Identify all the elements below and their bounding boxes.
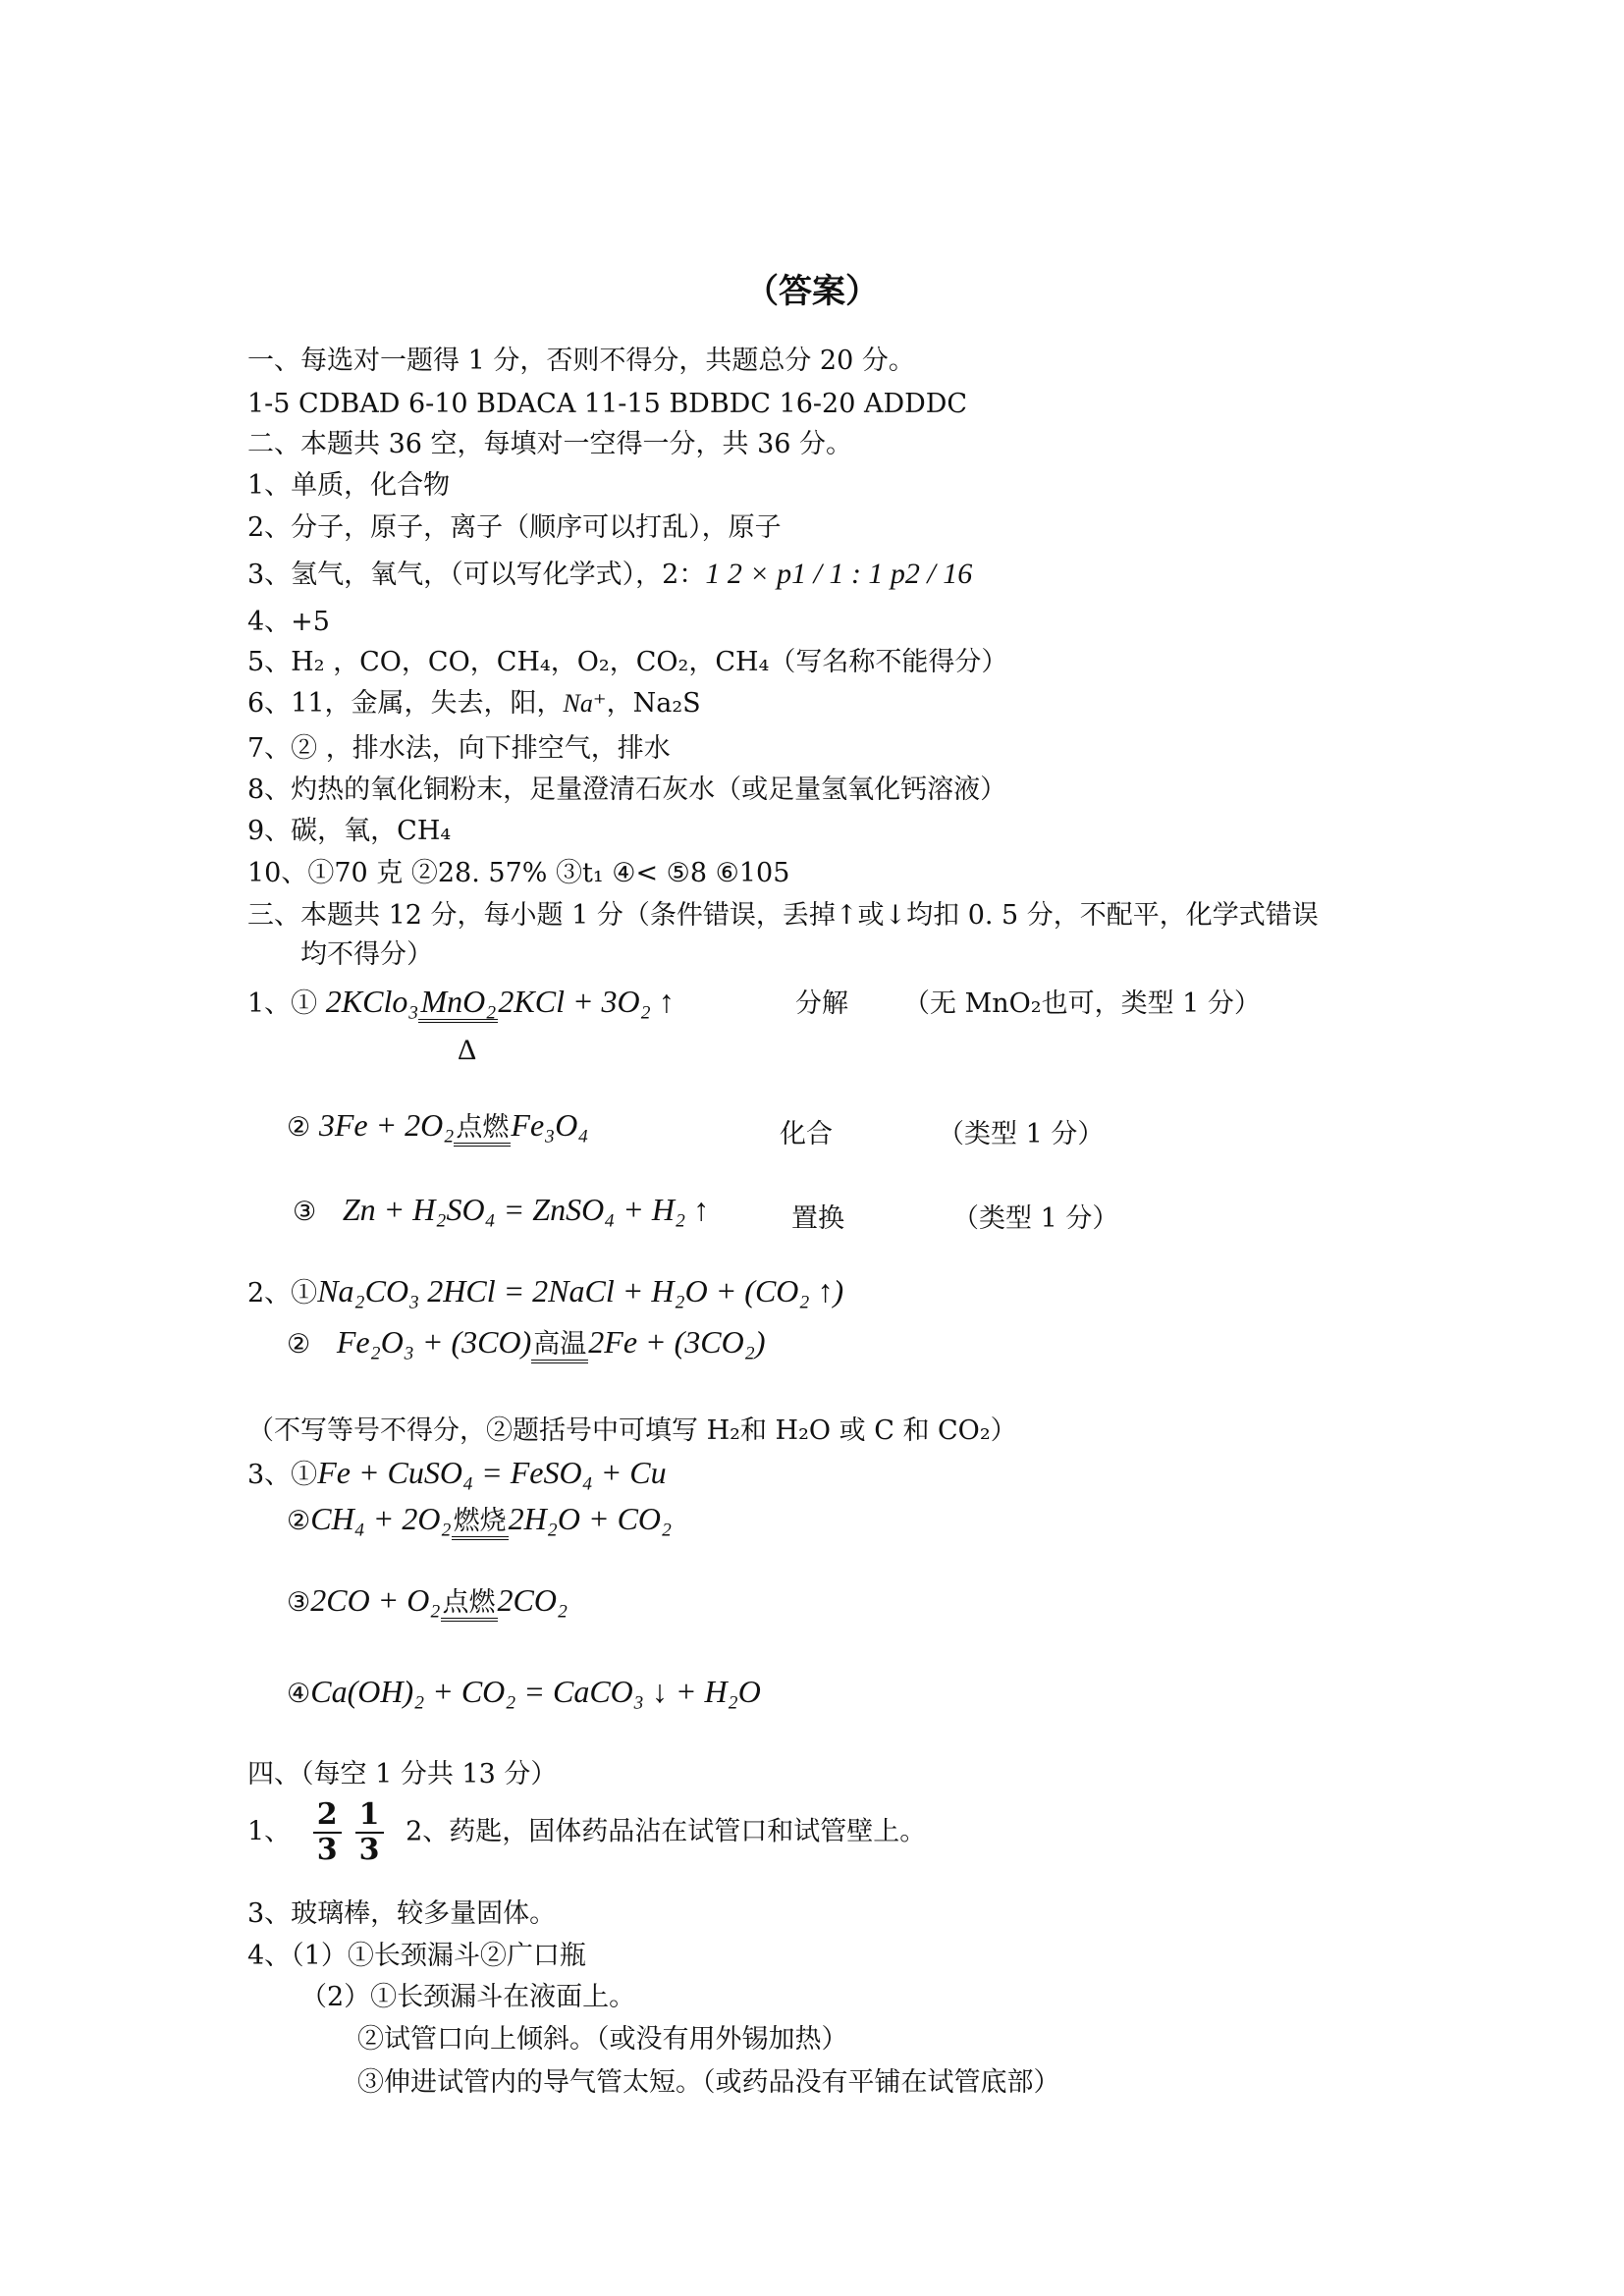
s3-q2-eq2 (287, 1322, 766, 1364)
s3-q3-eq1 (247, 1453, 667, 1495)
eq1-type: 分解 (795, 988, 848, 1019)
s3-q1-eq3 (293, 1190, 709, 1232)
eq7-number: ② (287, 1506, 311, 1536)
section-1-answers: 1-5 CDBAD 6-10 BDACA 11-15 BDBDC 16-20 ADDDC (247, 389, 968, 419)
s3-q1-eq2 (287, 1105, 589, 1148)
s2-answer-7: 7、② ，排水法，向下排空气，排水 (247, 733, 671, 764)
s3-q2-eq1 (247, 1271, 843, 1313)
eq1-reactants: 2KClo₃ (325, 984, 419, 1019)
s3-q3-eq4 (287, 1672, 761, 1714)
s2-answer-3 (247, 555, 972, 595)
s2-answer-6 (247, 684, 701, 723)
s3-q3-label: 3、① (247, 1460, 318, 1490)
fraction-1-numerator: 2 (313, 1798, 342, 1834)
s3-q1-eq1 (247, 982, 675, 1024)
eq8-number: ③ (287, 1587, 311, 1618)
page-title: （答案） (745, 272, 879, 311)
s2-answer-6-suffix: ，Na₂S (606, 688, 701, 719)
s4-answer-4-2: （2）①长颈漏斗在液面上。 (300, 1982, 636, 2012)
eq1-note: （无 MnO₂也可，类型 1 分） (903, 988, 1261, 1019)
eq9-number: ④ (287, 1679, 311, 1709)
s4-answer-1 (247, 1798, 926, 1867)
eq8-reactants: 2CO + O₂ (310, 1582, 441, 1618)
s4-answer-4-4: ③伸进试管内的导气管太短。（或药品没有平铺在试管底部） (357, 2067, 1060, 2098)
fraction-2-numerator: 1 (355, 1798, 384, 1834)
eq5-number: ② (287, 1329, 311, 1360)
s4-answer-4-1: 4、（1）①长颈漏斗②广口瓶 (247, 1941, 586, 1971)
eq7-condition: 燃烧 (452, 1506, 509, 1540)
s2-answer-3-text: 3、氢气，氧气，（可以写化学式），2： (247, 560, 706, 590)
eq8-products: 2CO₂ (497, 1582, 568, 1618)
ratio-formula: 1 2 × p1 / 1 : 1 p2 / 16 (705, 558, 973, 590)
eq1-products: 2KCl + 3O₂ ↑ (498, 984, 675, 1019)
fraction-one-third (355, 1798, 384, 1867)
section-3-heading: 三、本题共 12 分，每小题 1 分（条件错误，丢掉↑或↓均扣 0. 5 分，不配平，化学式错误 (247, 900, 1319, 931)
s4-answer-3: 3、玻璃棒，较多量固体。 (247, 1898, 557, 1929)
eq2-note: （类型 1 分） (938, 1119, 1105, 1149)
s4-answer-4-3: ②试管口向上倾斜。（或没有用外锡加热） (357, 2024, 848, 2055)
s3-q2-label: 2、① (247, 1278, 318, 1308)
s2-answer-8: 8、灼热的氧化铜粉末，足量澄清石灰水（或足量氢氧化钙溶液） (247, 774, 1007, 805)
eq5-products: 2Fe + (3CO₂) (588, 1324, 766, 1360)
eq3-type: 置换 (791, 1203, 844, 1234)
s4-answer-1-label: 1、 (247, 1816, 292, 1847)
section-3-heading-cont: 均不得分） (300, 939, 433, 970)
s2-answer-2: 2、分子，原子，离子（顺序可以打乱），原子 (247, 512, 782, 543)
eq2-reactants: 3Fe + 2O₂ (318, 1107, 455, 1143)
s2-answer-6-text: 6、11，金属，失去，阳， (247, 688, 564, 719)
section-1-heading: 一、每选对一题得 1 分，否则不得分，共题总分 20 分。 (247, 346, 915, 376)
fraction-1-denominator: 3 (316, 1833, 338, 1867)
fraction-2-denominator: 3 (358, 1833, 380, 1867)
eq1-condition: MnO₂ (418, 984, 498, 1023)
eq6-equation: Fe + CuSO₄ = FeSO₄ + Cu (317, 1455, 667, 1490)
s4-answer-2: 2、药匙，固体药品沾在试管口和试管壁上。 (406, 1816, 927, 1847)
s2-answer-1: 1、单质，化合物 (247, 470, 451, 501)
eq5-condition: 高温 (531, 1329, 588, 1363)
eq2-type: 化合 (780, 1119, 833, 1149)
eq3-number: ③ (293, 1197, 317, 1227)
eq3-equation: Zn + H₂SO₄ = ZnSO₄ + H₂ ↑ (342, 1192, 710, 1227)
s2-answer-4: 4、+5 (247, 607, 330, 637)
eq2-number: ② (287, 1112, 311, 1143)
eq2-condition: 点燃 (454, 1112, 511, 1147)
s2-answer-10: 10、①70 克 ②28. 57% ③t₁ ④< ⑤8 ⑥105 (247, 858, 790, 888)
section-4-heading: 四、（每空 1 分共 13 分） (247, 1759, 558, 1789)
s3-q3-eq3 (287, 1580, 568, 1623)
eq4-equation: Na₂CO₃ 2HCl = 2NaCl + H₂O + (CO₂ ↑) (317, 1273, 844, 1308)
eq9-equation: Ca(OH)₂ + CO₂ = CaCO₃ ↓ + H₂O (310, 1674, 761, 1709)
eq2-products: Fe₃O₄ (511, 1107, 589, 1143)
s3-q1-label: 1、① (247, 988, 318, 1019)
eq5-reactants: Fe₂O₃ + (3CO) (336, 1324, 532, 1360)
sodium-ion-symbol: Na⁺ (563, 689, 607, 718)
fraction-two-thirds (313, 1798, 342, 1867)
s3-note: （不写等号不得分，②题括号中可填写 H₂和 H₂O 或 C 和 CO₂） (247, 1415, 1017, 1446)
s3-q3-eq2 (287, 1499, 672, 1541)
eq1-heat-symbol: Δ (458, 1034, 477, 1066)
s2-answer-9: 9、碳，氧，CH₄ (247, 816, 452, 846)
eq7-reactants: CH₄ + 2O₂ (310, 1501, 452, 1536)
eq3-note: （类型 1 分） (952, 1203, 1119, 1234)
section-2-heading: 二、本题共 36 空，每填对一空得一分，共 36 分。 (247, 429, 853, 459)
eq8-condition: 点燃 (441, 1587, 498, 1622)
s2-answer-5: 5、H₂ ，CO，CO，CH₄，O₂，CO₂，CH₄（写名称不能得分） (247, 647, 1008, 677)
eq7-products: 2H₂O + CO₂ (508, 1501, 673, 1536)
